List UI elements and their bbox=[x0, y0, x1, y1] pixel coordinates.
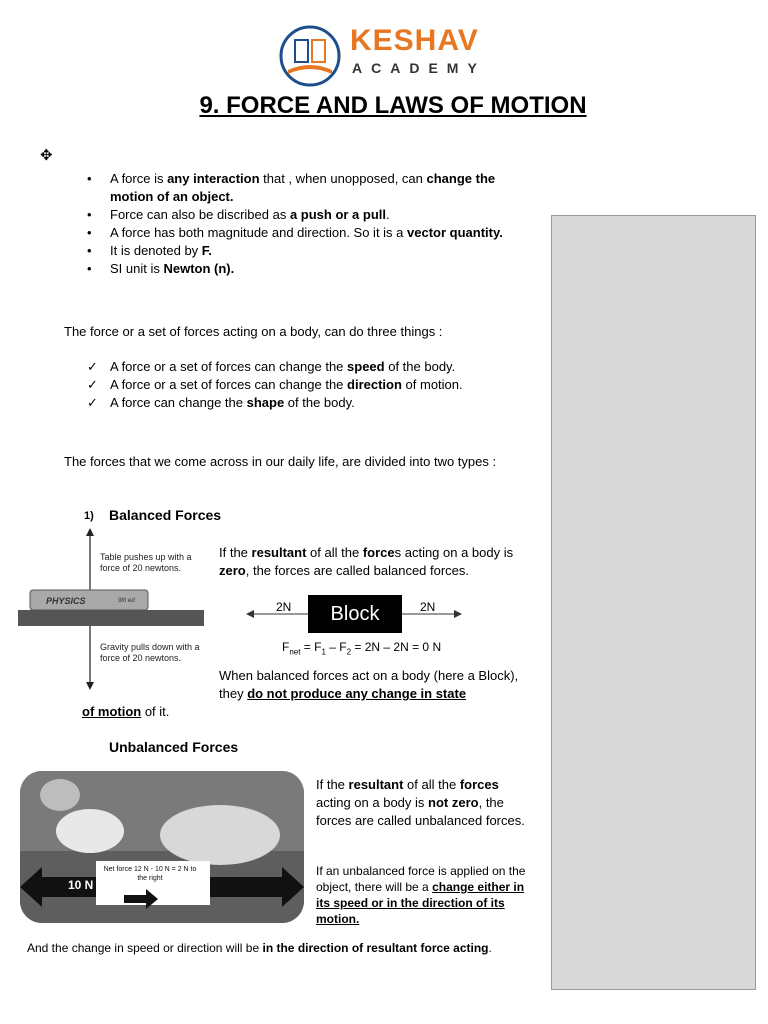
table-push-label: Table pushes up with a force of 20 newtons. bbox=[100, 552, 192, 573]
unbalanced-def-text: not zero bbox=[428, 795, 479, 810]
check-text: direction bbox=[347, 377, 402, 392]
definition-bullet-list bbox=[87, 170, 530, 278]
net-force-equation: $F_{net} = F_1 - F_2 = 2N - 2N = 0$ N bbox=[282, 640, 442, 657]
bullet-dot-icon: • bbox=[87, 243, 92, 258]
types-intro: The forces that we come across in our daily life, are divided into two types : bbox=[64, 454, 497, 469]
bullet-text: a push or a pull bbox=[289, 207, 387, 222]
bullet-text: vector quantity. bbox=[407, 225, 503, 240]
check-text: A force or a set of forces can change the bbox=[110, 377, 348, 392]
balanced-def-text: If the bbox=[219, 545, 252, 560]
unbalanced-definition bbox=[316, 776, 526, 830]
book-title: PHYSICS bbox=[46, 596, 86, 606]
bullet-text: any interaction bbox=[167, 171, 260, 186]
bullet-text: It is denoted by bbox=[110, 243, 202, 258]
dogs-tug-photo bbox=[20, 771, 304, 923]
bullet-text: Force can also be discribed as bbox=[110, 207, 290, 222]
logo-subtitle: ACADEMY bbox=[352, 60, 486, 76]
bullet-dot-icon: • bbox=[87, 225, 92, 240]
logo-emblem-icon bbox=[278, 24, 342, 88]
balanced-heading: Balanced Forces bbox=[109, 507, 222, 523]
diamond-bullet-icon: ✥ bbox=[40, 147, 53, 164]
logo-title: KESHAV bbox=[350, 24, 479, 57]
unbalanced-def-text: , the forces are called unbalanced forces. bbox=[316, 795, 525, 828]
balanced-def-text: of all the bbox=[306, 545, 363, 560]
check-text: A force or a set of forces can change the bbox=[110, 359, 348, 374]
dogs-illustration-icon bbox=[20, 771, 304, 923]
bullet-text: . bbox=[386, 207, 390, 222]
unbalanced-heading: Unbalanced Forces bbox=[109, 739, 239, 755]
bullet-item bbox=[87, 260, 530, 278]
unbalanced-applied: If an unbalanced force is applied on the object, there will be a change either in its speed or in the direction of its motion. bbox=[316, 864, 526, 926]
gravity-pull-label: Gravity pulls down with a force of 20 newtons. bbox=[100, 642, 200, 663]
check-text: of motion. bbox=[401, 377, 463, 392]
unbalanced-def-text: acting on a body is bbox=[316, 795, 429, 810]
bullet-dot-icon: • bbox=[87, 171, 92, 186]
check-text: A force can change the bbox=[110, 395, 247, 410]
bullet-text: F. bbox=[201, 243, 212, 258]
check-text: shape bbox=[246, 395, 285, 410]
balanced-def-text: s acting on a body is bbox=[394, 545, 514, 560]
balanced-definition bbox=[219, 544, 529, 580]
left-force-label: 2N bbox=[276, 600, 292, 614]
bullet-text: that , when unopposed, can bbox=[259, 171, 427, 186]
bullet-item bbox=[87, 170, 530, 206]
right-force-value: 12 N bbox=[174, 878, 200, 892]
check-text: of the body. bbox=[284, 395, 355, 410]
book-edition: 9th ed bbox=[118, 598, 135, 604]
bullet-dot-icon: • bbox=[87, 207, 92, 222]
bullet-item bbox=[87, 242, 530, 260]
checkmark-icon: ✓ bbox=[87, 359, 98, 374]
balanced-def-text: resultant bbox=[251, 545, 307, 560]
bullet-text: Newton (n). bbox=[163, 261, 235, 276]
left-force-value: 10 N bbox=[68, 878, 94, 892]
checkmark-icon: ✓ bbox=[87, 395, 98, 410]
balanced-number: 1) bbox=[84, 510, 94, 522]
net-force-label: Net force 12 N - 10 N = 2 N to the right bbox=[103, 866, 197, 882]
unbalanced-def-text: forces bbox=[459, 777, 499, 792]
balanced-def-text: , the forces are called balanced forces. bbox=[245, 563, 470, 578]
footer-note: And the change in speed or direction will be in the direction of resultant force acting. bbox=[27, 941, 492, 955]
bullet-text: A force is bbox=[110, 171, 168, 186]
check-text: speed bbox=[347, 359, 385, 374]
bullet-item bbox=[87, 224, 530, 242]
bullet-text: change the motion of an object. bbox=[110, 171, 496, 204]
block-box: Block bbox=[308, 595, 402, 633]
block-diagram bbox=[246, 594, 462, 634]
check-item bbox=[87, 394, 540, 412]
effects-check-list bbox=[87, 358, 540, 412]
checkmark-icon: ✓ bbox=[87, 377, 98, 392]
balanced-result-end: of motion of it. bbox=[82, 704, 170, 719]
check-item bbox=[87, 376, 540, 394]
balanced-def-text: zero bbox=[219, 563, 246, 578]
check-text: of the body. bbox=[384, 359, 456, 374]
check-item bbox=[87, 358, 540, 376]
bullet-item bbox=[87, 206, 530, 224]
unbalanced-def-text: of all the bbox=[403, 777, 460, 792]
balanced-def-text: force bbox=[362, 545, 395, 560]
bullet-text: SI unit is bbox=[110, 261, 164, 276]
page-title: 9. FORCE AND LAWS OF MOTION bbox=[199, 92, 587, 119]
bullet-text: A force has both magnitude and direction. So it is a bbox=[110, 225, 408, 240]
logo bbox=[278, 22, 518, 86]
bullet-dot-icon: • bbox=[87, 261, 92, 276]
balanced-forces-figure bbox=[18, 528, 208, 690]
unbalanced-def-text: resultant bbox=[348, 777, 404, 792]
balanced-result: When balanced forces act on a body (here a Block), they do not produce any change in state bbox=[219, 668, 519, 701]
right-force-label: 2N bbox=[420, 600, 436, 614]
three-things-intro: The force or a set of forces acting on a body, can do three things : bbox=[64, 324, 443, 339]
unbalanced-def-text: If the bbox=[316, 777, 349, 792]
sidebar-panel bbox=[551, 215, 756, 990]
